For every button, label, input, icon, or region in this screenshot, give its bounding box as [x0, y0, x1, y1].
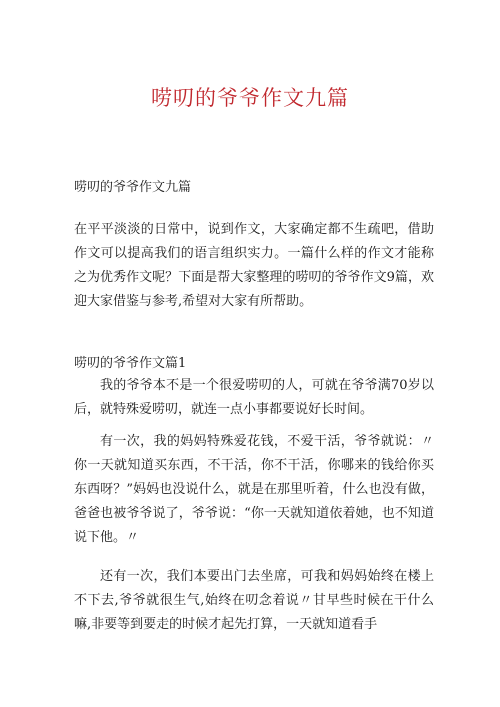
- document-title: 唠叨的爷爷作文九篇: [151, 86, 349, 110]
- document-subtitle: 唠叨的爷爷作文九篇: [74, 180, 192, 195]
- body-paragraph: 还有一次，我们本要出门去坐席，可我和妈妈始终在楼上不下去,爷爷就很生气,始终在叨念着说〃甘早些时候在干什么嘛,非要等到要走的时候才起先打算，一天就知道看手: [74, 569, 434, 632]
- intro-paragraph: 在平平淡淡的日常中，说到作文，大家确定都不生疏吧，借助作文可以提高我们的语言组织实力。一篇什么样的作文才能称之为优秀作文呢？下面是帮大家整理的唠叨的爷爷作文9篇，欢迎大家借鉴与参考,希望对大家有所帮助。: [74, 222, 434, 309]
- section-heading: 唠叨的爷爷作文篇1: [74, 356, 187, 371]
- body-paragraph: 我的爷爷本不是一个很爱唠叨的人，可就在爷爷满70岁以后，就特殊爱唠叨，就连一点小事都要说好长时间。: [74, 378, 434, 417]
- body-paragraph: 有一次，我的妈妈特殊爱花钱，不爱干活，爷爷就说：〃你一天就知道买东西，不干活，你不干活，你哪来的钱给你买东西呀？”妈妈也没说什么，就是在那里听着，什么也没有做，爸爸也被爷爷说了，爷爷说：“你一天就知道依着她，也不知道说下他。〃: [74, 434, 434, 545]
